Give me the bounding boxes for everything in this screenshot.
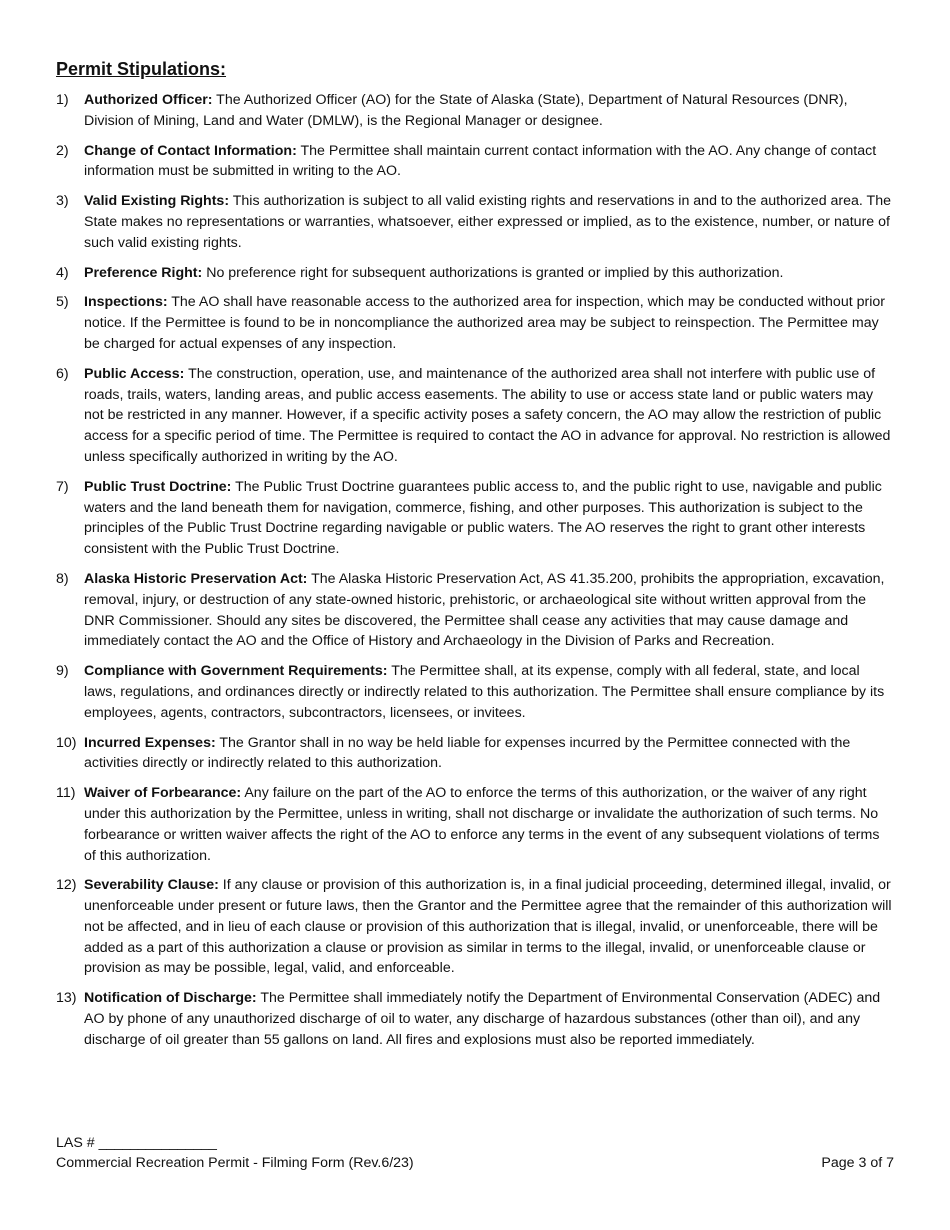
item-text: This authorization is subject to all valid existing rights and reservations in and to the authorized area. The State makes no representations or warranties, whatsoever, either expressed or implied, as to the existence, number, or nature of such valid existing rights. <box>84 193 891 251</box>
item-heading: Waiver of Forbearance: <box>84 785 242 802</box>
form-name: Commercial Recreation Permit - Filming Form (Rev.6/23) <box>56 1155 414 1171</box>
item-heading: Preference Right: <box>84 264 203 281</box>
item-number: 2) <box>56 142 69 159</box>
stipulations-list <box>56 90 894 1051</box>
page-number: Page 3 of 7 <box>821 1155 894 1171</box>
item-text: The Permittee shall immediately notify the Department of Environmental Conservation (ADEC) and AO by phone of any unauthorized discharge of oil to water, any discharge of hazardous substances (other than oil), and any discharge of oil greater than 55 gallons on land. All fires and explosions must also be reported immediately. <box>84 990 881 1048</box>
las-number-field: LAS # _______________ <box>56 1135 217 1151</box>
item-text: The Permittee shall, at its expense, comply with all federal, state, and local laws, regulations, and ordinances directly or indirectly related to this authorization. The Permittee shall ensure compliance by its employees, agents, contractors, subcontractors, licensees, or invitees. <box>84 663 885 721</box>
stipulation-item <box>56 783 894 866</box>
page-title: Permit Stipulations: <box>56 59 227 79</box>
item-number: 5) <box>56 294 69 311</box>
item-number: 1) <box>56 92 69 108</box>
item-text: No preference right for subsequent authorizations is granted or implied by this authorization. <box>206 264 784 281</box>
item-number: 4) <box>56 264 69 281</box>
item-number: 11) <box>56 785 76 802</box>
item-text: Any failure on the part of the AO to enforce the terms of this authorization, or the waiver of any right under this authorization by the Permittee, unless in writing, shall not discharge or invalidate the authorization of such terms. No forbearance or written waiver affects the right of the AO to enforce any terms in the event of any subsequent violations of terms of this authorization. <box>84 785 880 864</box>
item-number: 9) <box>56 663 69 680</box>
item-heading: Public Access: <box>84 365 185 382</box>
item-heading: Inspections: <box>84 294 168 311</box>
stipulation-item <box>56 988 894 1050</box>
item-heading: Valid Existing Rights: <box>84 193 230 210</box>
item-number: 6) <box>56 365 69 382</box>
item-number: 12) <box>56 877 77 894</box>
item-number: 7) <box>56 478 69 495</box>
item-heading: Public Trust Doctrine: <box>84 478 232 495</box>
stipulation-item <box>56 569 894 652</box>
item-number: 13) <box>56 990 77 1007</box>
item-text: The Public Trust Doctrine guarantees public access to, and the public right to use, navigable and public waters and the land beneath them for navigation, commerce, fishing, and other purposes. This authorization is subject to the principles of the Public Trust Doctrine regarding navigable or public waters. The AO reserves the right to grant other interests consistent with the Public Trust Doctrine. <box>84 478 882 558</box>
stipulation-item <box>56 875 894 979</box>
item-number: 8) <box>56 570 69 587</box>
item-heading: Compliance with Government Requirements: <box>84 663 388 680</box>
stipulation-item <box>56 141 894 183</box>
item-heading: Change of Contact Information: <box>84 142 297 159</box>
item-heading: Severability Clause: <box>84 877 219 894</box>
item-number: 3) <box>56 193 69 210</box>
item-text: The AO shall have reasonable access to the authorized area for inspection, which may be conducted without prior notice. If the Permittee is found to be in noncompliance the authorized area may be subject to reinspection. The Permittee may be charged for actual expenses of any inspection. <box>84 294 885 352</box>
stipulation-item <box>56 263 894 284</box>
item-text: If any clause or provision of this authorization is, in a final judicial proceeding, determined illegal, invalid, or unenforceable under present or future laws, then the Grantor and the Permittee agree that the remainder of this authorization will not be affected, and in lieu of each clause or provision of this authorization that is illegal, invalid, or unenforceable, there will be added as a part of this authorization a clause or provision as similar in terms to the illegal, invalid, or unenforceable clause or provision as may be possible, legal, valid, and enforceable. <box>84 877 892 977</box>
item-heading: Incurred Expenses: <box>84 734 216 751</box>
stipulation-item <box>56 364 894 468</box>
stipulation-item <box>56 733 894 775</box>
stipulation-item <box>56 90 894 132</box>
item-text: The construction, operation, use, and maintenance of the authorized area shall not interfere with public use of roads, trails, waters, landing areas, and public access easements. The ability to use or access state land or public waters may not be restricted in any manner. However, if a specific activity poses a safety concern, the AO may allow the restriction of public access for a specific period of time. The Permittee is required to contact the AO in advance for approval. No restriction is allowed unless specifically authorized in writing by the AO. <box>84 365 891 465</box>
item-text: The Alaska Historic Preservation Act, AS 41.35.200, prohibits the appropriation, excavation, removal, injury, or destruction of any state-owned historic, prehistoric, or archaeological site without written approval from the DNR Commissioner. Should any sites be discovered, the Permittee shall cease any activities that may cause damage and immediately contact the AO and the Office of History and Archaeology in the Division of Parks and Recreation. <box>84 570 885 650</box>
stipulation-item <box>56 477 894 560</box>
item-heading: Notification of Discharge: <box>84 990 257 1007</box>
stipulation-item <box>56 661 894 723</box>
item-heading: Alaska Historic Preservation Act: <box>84 570 308 587</box>
stipulation-item <box>56 191 894 253</box>
stipulation-item <box>56 292 894 354</box>
item-text: The Authorized Officer (AO) for the State of Alaska (State), Department of Natural Resources (DNR), Division of Mining, Land and Water (DMLW), is the Regional Manager or designee. <box>84 92 848 129</box>
item-number: 10) <box>56 734 77 751</box>
page-footer <box>56 1133 894 1173</box>
item-heading: Authorized Officer: <box>84 92 213 108</box>
item-text: The Grantor shall in no way be held liable for expenses incurred by the Permittee connected with the activities directly or indirectly related to this authorization. <box>84 734 851 772</box>
item-text: The Permittee shall maintain current contact information with the AO. Any change of contact information must be submitted in writing to the AO. <box>84 142 877 180</box>
